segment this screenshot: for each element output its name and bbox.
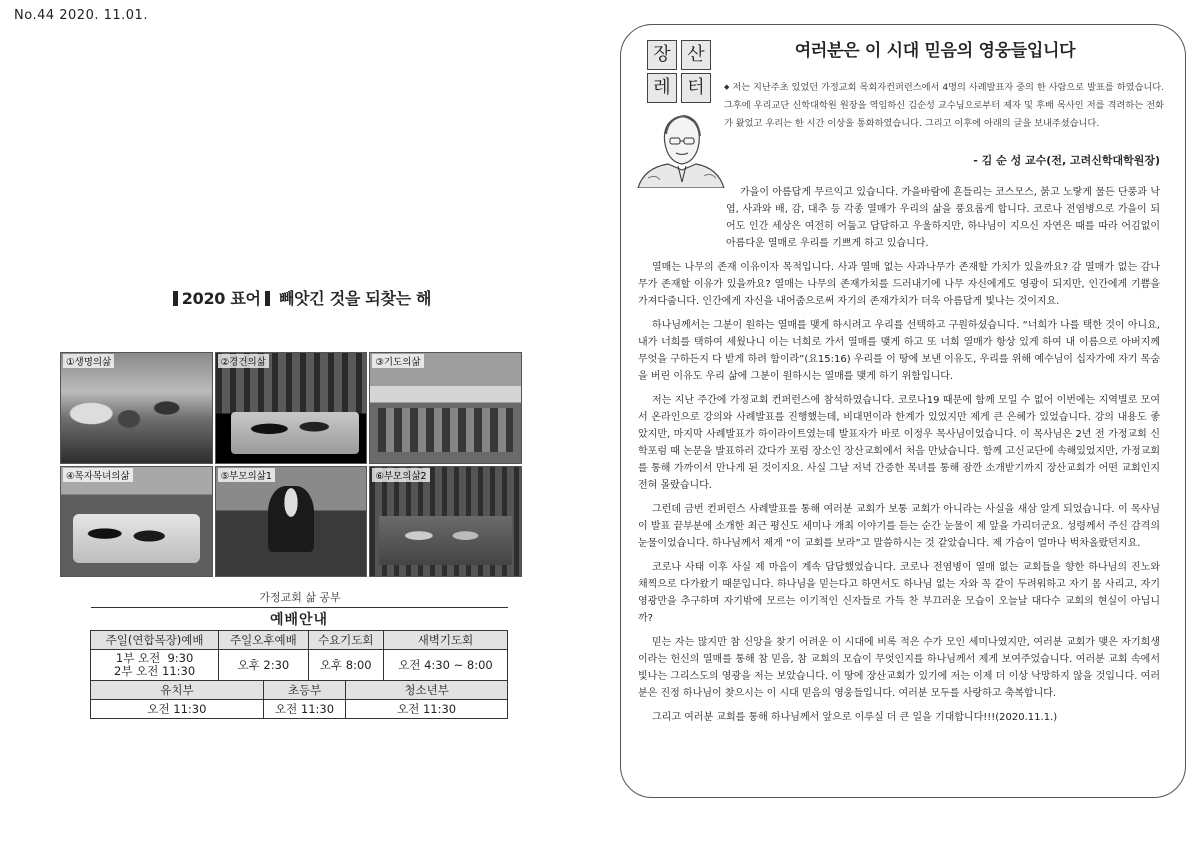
worship-time: 오후 2:30 — [219, 650, 308, 681]
column-badge-char: 산 — [681, 40, 711, 70]
dept-time: 오전 11:30 — [346, 700, 508, 719]
body-paragraph: 코로나 사태 이후 사실 제 마음이 계속 답답했었습니다. 코로나 전염병이 열매 없는 교회들을 향한 하나님의 진노와 채찍으로 다가왔기 때문입니다. 하나님을 믿는다고 하면서도 하나님 없는 자와 꼭 같이 두려워하고 자기 몸 사리고, 자기 영광만을 추구하며 자기밖에 모르는 이기적인 신자들로 가득 찬 부끄러운 모습이 오늘날 대다수 교회의 현실이 아닙니까? — [638, 562, 1160, 624]
worship-time-line: 1부 오전 9:30 — [115, 651, 194, 665]
photo-parent-1 — [215, 466, 368, 578]
issue-number: No.44 2020. 11.01. — [14, 8, 148, 23]
dept-header: 유치부 — [91, 681, 264, 700]
photo-devotion — [215, 352, 368, 464]
worship-header: 새벽기도회 — [383, 631, 507, 650]
body-paragraph: 그리고 여러분 교회를 통해 하나님께서 앞으로 이루실 더 큰 일을 기대합니다!!!(2020.11.1.) — [652, 712, 1058, 723]
worship-time: 오전 4:30 ~ 8:00 — [383, 650, 507, 681]
body-paragraph: 믿는 자는 많지만 참 신앙을 찾기 어려운 이 시대에 비록 적은 수가 모인 세미나였지만, 여러분 교회가 맺은 자기희생이라는 헌신의 열매를 통해 참 믿음, 참 교회의 모습이 무엇인지를 하나님께서 제게 보여주었습니다. 여러분 교회 속에서 빛나는 그리스도의 영광을 저는 보았습니다. 이 땅에 장산교회가 있기에 저는 이제 더 이상 낙망하지 않을 것입니다. 여러분은 진정 하나님이 찾으시는 이 시대 믿음의 영웅들입니다. 여러분 모두를 사랑하고 축복합니다. — [638, 637, 1160, 699]
column-badge-char: 레 — [647, 73, 677, 103]
body-paragraph: 그런데 금번 컨퍼런스 사례발표를 통해 여러분 교회가 보통 교회가 아니라는 사실을 새삼 알게 되었습니다. 이 목사님이 발표 끝부분에 소개한 최근 평신도 세미나 개최 이야기를 듣는 순간 눈물이 제 앞을 가리더군요. 성령께서 주신 감격의 눈물이었습니다. 하나님께서 제게 “이 교회를 보라”고 말씀하시는 것 같았습니다. 제 가슴이 얼마나 벅차올랐던지요. — [638, 504, 1160, 549]
photo-caption-label: ⑤부모의삶1 — [218, 468, 275, 482]
worship-header: 주일(연합목장)예배 — [91, 631, 219, 650]
body-paragraph: 열매는 나무의 존재 이유이자 목적입니다. 사과 열매 없는 사과나무가 존재할 가치가 있을까요? 감 열매가 없는 감나무가 존재할 이유가 있을까요? 열매는 나무의 존재가치를 드러내기에 나무 자신에게도 영광이 되지만, 인간에게 기쁨을 가져다줍니다. 인간에게 자신을 내어줌으로써 자기의 존재가치가 더욱 아름답게 빛나는 것이지요. — [638, 262, 1160, 307]
photo-life — [60, 352, 213, 464]
photo-caption-label: ⑥부모의삶2 — [372, 468, 429, 482]
worship-header: 수요기도회 — [308, 631, 383, 650]
column-intro — [724, 78, 1164, 133]
photo-prayer — [369, 352, 522, 464]
photo-caption-label: ①생명의삶 — [63, 354, 114, 368]
photo-caption-label: ④목자목녀의삶 — [63, 468, 133, 482]
body-paragraph: 저는 지난 주간에 가정교회 컨퍼런스에 참석하였습니다. 코로나19 때문에 함께 모일 수 없어 이번에는 지역별로 모여서 온라인으로 강의와 사례발표를 진행했는데, 비대면이라 한계가 있었지만 제게 큰 은혜가 있었습니다. 강의 내용도 좋았지만, 마지막 사례발표가 하이라이트였는데 발표자가 바로 이정우 목사님이었습니다. 이 목사님은 2년 전 가정교회 신학포럼 때 논문을 발표하러 갔다가 포럼 장소인 장산교회에서 처음 만났습니다. 함께 고신교단에 속해있었지만, 가정교회를 통해 가까이서 만나게 된 것이지요. 사실 그날 저녁 간증한 목녀를 통해 잠깐 소개받기까지 장산교회가 어떤 교회인지 전혀 몰랐습니다. — [638, 395, 1160, 491]
column-intro-text: 저는 지난주초 있었던 가정교회 목회자컨퍼런스에서 4명의 사례발표자 중의 한 사람으로 발표를 하였습니다. 그후에 우리교단 신학대학원 원장을 역임하신 김순성 교수님으로부터 제자 및 후배 목사인 저를 격려하는 전화가 왔었고 우리는 한 시간 이상을 통화하였습니다. 그리고 이후에 아래의 글을 보내주셨습니다. — [724, 82, 1164, 129]
motto-prefix: 2020 표어 — [181, 289, 261, 308]
worship-title: 예배안내 — [91, 608, 508, 631]
worship-time-sunday — [91, 650, 219, 681]
photo-grid — [60, 352, 522, 577]
bullet-icon: ◆ — [724, 83, 730, 91]
dept-time: 오전 11:30 — [263, 700, 345, 719]
motto-bar-left — [173, 291, 178, 306]
column-badge-char: 터 — [681, 73, 711, 103]
dept-time: 오전 11:30 — [91, 700, 264, 719]
body-paragraph: 가을이 아름답게 무르익고 있습니다. 가을바람에 흔들리는 코스모스, 붉고 노랗게 물든 단풍과 낙엽, 사과와 배, 감, 대추 등 각종 열매가 우리의 삶을 풍요롭게 합니다. 코로나 전염병으로 가을이 되어도 인간 세상은 여전히 어둡고 답답하고 우울하지만, 하나님이 지으신 자연은 때를 따라 어김없이 아름다운 열매로 우리를 기쁘게 하고 있습니다. — [726, 187, 1160, 249]
photo-caption-label: ③기도의삶 — [372, 354, 423, 368]
photo-parent-2 — [369, 466, 522, 578]
body-paragraph: 하나님께서는 그분이 원하는 열매를 맺게 하시려고 우리를 선택하고 구원하셨습니다. “너희가 나를 택한 것이 아니요, 내가 너희를 택하여 세웠나니 이는 너희로 가서 열매를 맺게 하고 또 너희 열매가 항상 있게 하여 내 이름으로 아버지께 무엇을 구하든지 다 받게 하려 함이라”(요15:16) 우리를 이 땅에 보낸 이유도, 우리를 위해 예수님이 십자가에 자기 목숨을 버린 이유도 우리 삶에 그분이 원하시는 열매를 맺게 하기 위함입니다. — [638, 320, 1160, 382]
motto-heading — [0, 286, 600, 309]
author-portrait-sketch — [628, 108, 728, 188]
column-title: 여러분은 이 시대 믿음의 영웅들입니다 — [794, 41, 1076, 61]
worship-time: 오후 8:00 — [308, 650, 383, 681]
worship-header: 주일오후예배 — [219, 631, 308, 650]
worship-schedule-table — [90, 607, 508, 719]
motto-text: 빼앗긴 것을 되찾는 해 — [278, 289, 432, 308]
photo-grid-caption: 가정교회 삶 공부 — [259, 591, 341, 604]
dept-header: 초등부 — [263, 681, 345, 700]
photo-caption-label: ②경건의삶 — [218, 354, 269, 368]
column-badge-char: 장 — [647, 40, 677, 70]
dept-header: 청소년부 — [346, 681, 508, 700]
column-body — [638, 184, 1160, 726]
worship-time-line: 2부 오전 11:30 — [114, 664, 196, 678]
photo-shepherd — [60, 466, 213, 578]
motto-bar-right — [265, 291, 270, 306]
column-author: - 김 순 성 교수(전, 고려신학대학원장) — [973, 154, 1160, 167]
